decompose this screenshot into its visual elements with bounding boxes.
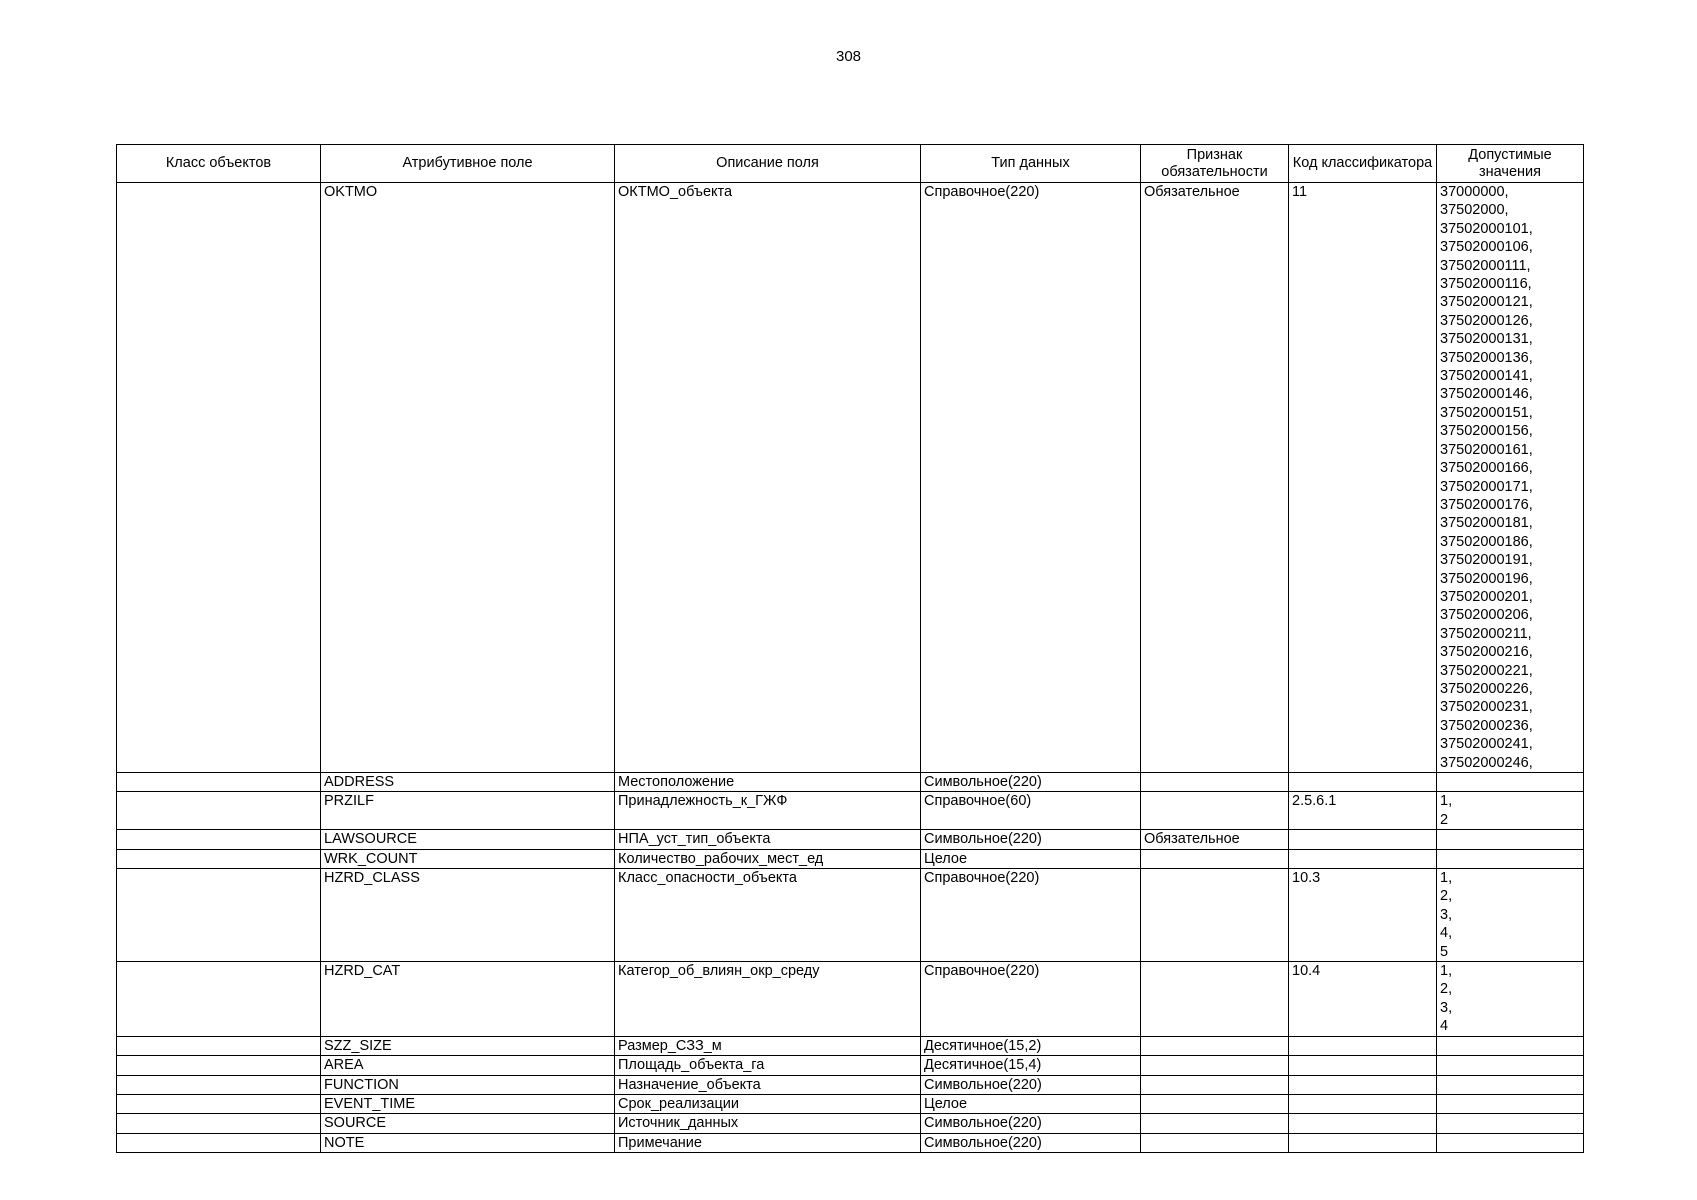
table-row	[117, 849, 1584, 868]
table-row	[117, 962, 1584, 1037]
cell-type: Символьное(220)	[921, 1075, 1141, 1094]
cell-description: Принадлежность_к_ГЖФ	[615, 792, 921, 830]
cell-class	[117, 1056, 321, 1075]
cell-type: Символьное(220)	[921, 1114, 1141, 1133]
cell-description: Местоположение	[615, 773, 921, 792]
cell-values	[1437, 849, 1584, 868]
cell-code	[1289, 1056, 1437, 1075]
cell-code	[1289, 1114, 1437, 1133]
cell-type: Справочное(220)	[921, 183, 1141, 773]
cell-required: Обязательное	[1141, 183, 1289, 773]
table-row	[117, 1133, 1584, 1152]
cell-code	[1289, 1036, 1437, 1055]
cell-required	[1141, 1036, 1289, 1055]
header-field: Атрибутивное поле	[321, 145, 615, 183]
cell-description: Срок_реализации	[615, 1094, 921, 1113]
cell-type: Десятичное(15,2)	[921, 1036, 1141, 1055]
cell-values	[1437, 1036, 1584, 1055]
cell-required	[1141, 1094, 1289, 1113]
cell-class	[117, 183, 321, 773]
page-number: 308	[835, 48, 862, 65]
cell-field: EVENT_TIME	[321, 1094, 615, 1113]
cell-code: 11	[1289, 183, 1437, 773]
cell-field: WRK_COUNT	[321, 849, 615, 868]
cell-field: HZRD_CLASS	[321, 869, 615, 962]
cell-values: 37000000, 37502000, 37502000101, 37502000106, 37502000111, 37502000116, 37502000121, 37502000126, 37502000131, 37502000136, 37502000141, 37502000146, 37502000151, 37502000156, 37502000161, 37502000166, 37502000171, 37502000176, 37502000181, 37502000186, 37502000191, 37502000196, 37502000201, 37502000206, 37502000211, 37502000216, 37502000221, 37502000226, 37502000231, 37502000236, 37502000241, 37502000246,	[1437, 183, 1584, 773]
cell-class	[117, 962, 321, 1037]
cell-description: НПА_уст_тип_объекта	[615, 830, 921, 849]
cell-type: Символьное(220)	[921, 1133, 1141, 1152]
cell-class	[117, 1036, 321, 1055]
cell-class	[117, 1075, 321, 1094]
cell-field: HZRD_CAT	[321, 962, 615, 1037]
table-row	[117, 1056, 1584, 1075]
cell-code	[1289, 773, 1437, 792]
table-row	[117, 792, 1584, 830]
cell-field: SOURCE	[321, 1114, 615, 1133]
table-row	[117, 830, 1584, 849]
cell-field: NOTE	[321, 1133, 615, 1152]
cell-code	[1289, 1133, 1437, 1152]
table-row	[117, 183, 1584, 773]
cell-description: Категор_об_влиян_окр_среду	[615, 962, 921, 1037]
cell-class	[117, 830, 321, 849]
cell-values	[1437, 1133, 1584, 1152]
cell-description: Количество_рабочих_мест_ед	[615, 849, 921, 868]
cell-type: Справочное(60)	[921, 792, 1141, 830]
cell-code	[1289, 1075, 1437, 1094]
cell-values: 1, 2, 3, 4	[1437, 962, 1584, 1037]
cell-required: Обязательное	[1141, 830, 1289, 849]
cell-type: Десятичное(15,4)	[921, 1056, 1141, 1075]
cell-type: Символьное(220)	[921, 830, 1141, 849]
cell-field: AREA	[321, 1056, 615, 1075]
cell-field: SZZ_SIZE	[321, 1036, 615, 1055]
cell-required	[1141, 1056, 1289, 1075]
cell-field: ADDRESS	[321, 773, 615, 792]
cell-class	[117, 773, 321, 792]
cell-description: Класс_опасности_объекта	[615, 869, 921, 962]
table-body	[117, 183, 1584, 1153]
cell-required	[1141, 1133, 1289, 1152]
cell-description: Площадь_объекта_га	[615, 1056, 921, 1075]
cell-required	[1141, 849, 1289, 868]
cell-values	[1437, 1075, 1584, 1094]
table-header-row	[117, 145, 1584, 183]
cell-values	[1437, 830, 1584, 849]
cell-class	[117, 869, 321, 962]
header-values: Допустимые значения	[1437, 145, 1584, 183]
cell-type: Целое	[921, 1094, 1141, 1113]
cell-required	[1141, 792, 1289, 830]
cell-description: Источник_данных	[615, 1114, 921, 1133]
table-row	[117, 869, 1584, 962]
cell-description: ОКТМО_объекта	[615, 183, 921, 773]
attribute-table	[116, 144, 1584, 1153]
header-description: Описание поля	[615, 145, 921, 183]
cell-type: Целое	[921, 849, 1141, 868]
cell-required	[1141, 962, 1289, 1037]
cell-description: Размер_СЗЗ_м	[615, 1036, 921, 1055]
table-row	[117, 1075, 1584, 1094]
cell-description: Назначение_объекта	[615, 1075, 921, 1094]
cell-required	[1141, 869, 1289, 962]
table-row	[117, 1036, 1584, 1055]
header-code: Код классификатора	[1289, 145, 1437, 183]
cell-required	[1141, 1114, 1289, 1133]
cell-code	[1289, 1094, 1437, 1113]
cell-class	[117, 1114, 321, 1133]
cell-values	[1437, 1094, 1584, 1113]
cell-field: FUNCTION	[321, 1075, 615, 1094]
cell-class	[117, 1133, 321, 1152]
cell-required	[1141, 1075, 1289, 1094]
cell-code	[1289, 830, 1437, 849]
cell-values: 1, 2	[1437, 792, 1584, 830]
cell-class	[117, 792, 321, 830]
cell-type: Символьное(220)	[921, 773, 1141, 792]
cell-code: 2.5.6.1	[1289, 792, 1437, 830]
cell-description: Примечание	[615, 1133, 921, 1152]
cell-field: LAWSOURCE	[321, 830, 615, 849]
cell-type: Справочное(220)	[921, 962, 1141, 1037]
header-type: Тип данных	[921, 145, 1141, 183]
cell-values	[1437, 1056, 1584, 1075]
header-class: Класс объектов	[117, 145, 321, 183]
cell-type: Справочное(220)	[921, 869, 1141, 962]
cell-field: PRZILF	[321, 792, 615, 830]
cell-code: 10.3	[1289, 869, 1437, 962]
table-row	[117, 773, 1584, 792]
cell-values	[1437, 773, 1584, 792]
table-row	[117, 1094, 1584, 1113]
cell-field: OKTMO	[321, 183, 615, 773]
cell-class	[117, 1094, 321, 1113]
cell-values: 1, 2, 3, 4, 5	[1437, 869, 1584, 962]
cell-required	[1141, 773, 1289, 792]
cell-class	[117, 849, 321, 868]
header-required: Признак обязательности	[1141, 145, 1289, 183]
cell-code	[1289, 849, 1437, 868]
cell-values	[1437, 1114, 1584, 1133]
cell-code: 10.4	[1289, 962, 1437, 1037]
table-row	[117, 1114, 1584, 1133]
